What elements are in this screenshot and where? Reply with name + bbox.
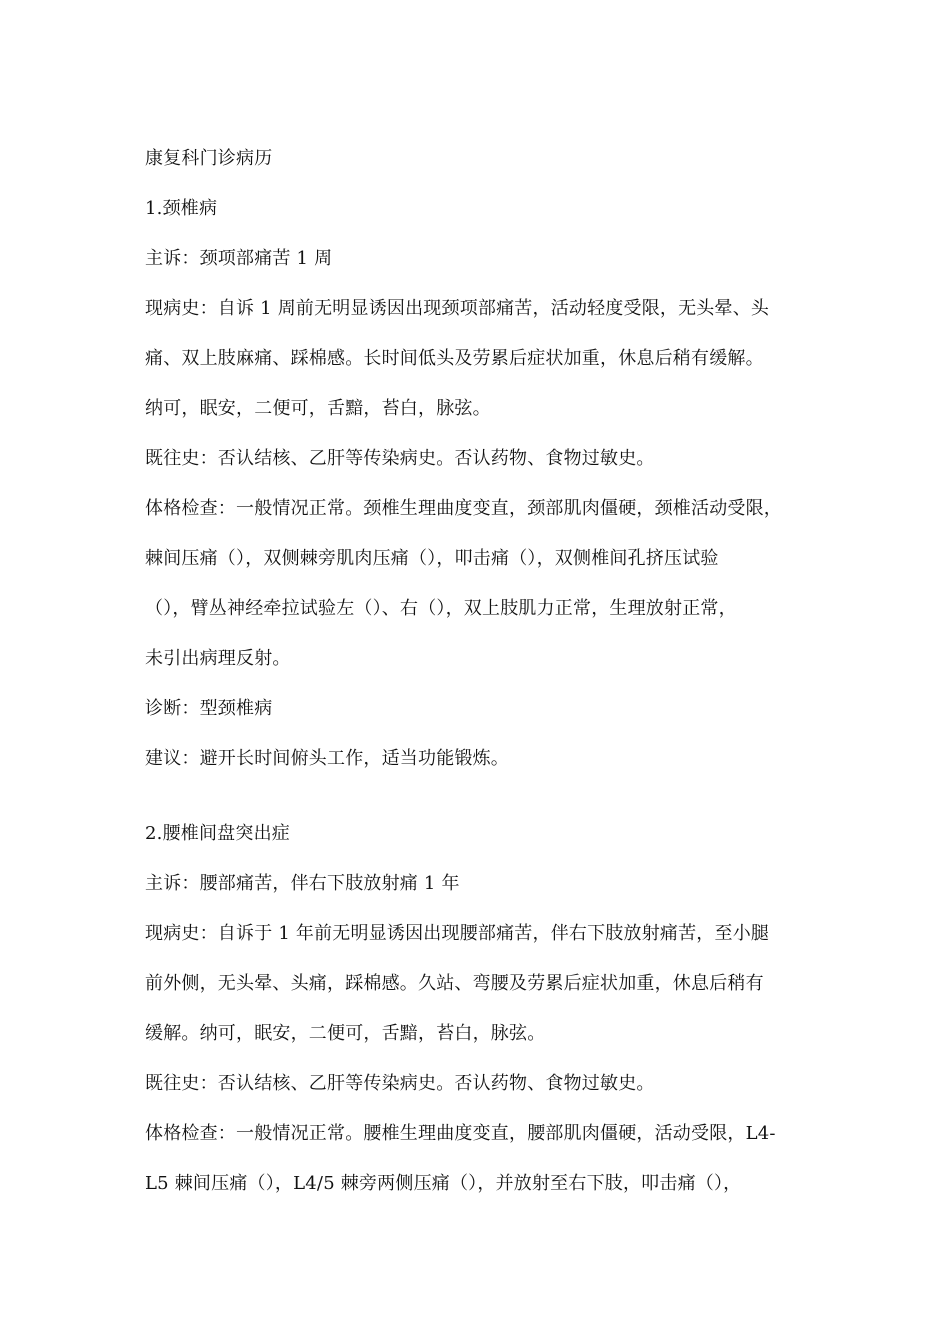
exam-line: 体格检查：一般情况正常。腰椎生理曲度变直，腰部肌肉僵硬，活动受限，L4-	[145, 1123, 776, 1144]
section-heading: 1.颈椎病	[145, 198, 218, 219]
document-page	[145, 134, 845, 1209]
diagnosis: 诊断：型颈椎病	[145, 698, 273, 719]
exam-line: 棘间压痛（），双侧棘旁肌肉压痛（），叩击痛（），双侧椎间孔挤压试验	[145, 548, 719, 569]
history-line: 前外侧，无头晕、头痛，踩棉感。久站、弯腰及劳累后症状加重，休息后稍有	[145, 973, 764, 994]
history-line: 痛、双上肢麻痛、踩棉感。长时间低头及劳累后症状加重，休息后稍有缓解。	[145, 348, 764, 369]
section-heading: 2.腰椎间盘突出症	[145, 823, 290, 844]
past-history: 既往史：否认结核、乙肝等传染病史。否认药物、食物过敏史。	[145, 1073, 655, 1094]
advice: 建议：避开长时间俯头工作，适当功能锻炼。	[145, 748, 509, 769]
document-title: 康复科门诊病历	[145, 148, 273, 169]
exam-line: L5 棘间压痛（），L4/5 棘旁两侧压痛（），并放射至右下肢，叩击痛（），	[145, 1173, 742, 1194]
section-spacer	[145, 784, 845, 809]
exam-line: （），臂丛神经牵拉试验左（）、右（），双上肢肌力正常，生理放射正常，	[145, 598, 737, 619]
history-line: 纳可，眠安，二便可，舌黯，苔白，脉弦。	[145, 398, 491, 419]
history-line: 缓解。纳可，眠安，二便可，舌黯，苔白，脉弦。	[145, 1023, 546, 1044]
exam-line: 体格检查：一般情况正常。颈椎生理曲度变直，颈部肌肉僵硬，颈椎活动受限，	[145, 498, 782, 519]
history-line: 现病史：自诉 1 周前无明显诱因出现颈项部痛苦，活动轻度受限，无头晕、头	[145, 298, 770, 319]
exam-line: 未引出病理反射。	[145, 648, 291, 669]
past-history: 既往史：否认结核、乙肝等传染病史。否认药物、食物过敏史。	[145, 448, 655, 469]
history-line: 现病史：自诉于 1 年前无明显诱因出现腰部痛苦，伴右下肢放射痛苦，至小腿	[145, 923, 770, 944]
chief-complaint: 主诉：颈项部痛苦 1 周	[145, 248, 333, 269]
chief-complaint: 主诉：腰部痛苦，伴右下肢放射痛 1 年	[145, 873, 460, 894]
